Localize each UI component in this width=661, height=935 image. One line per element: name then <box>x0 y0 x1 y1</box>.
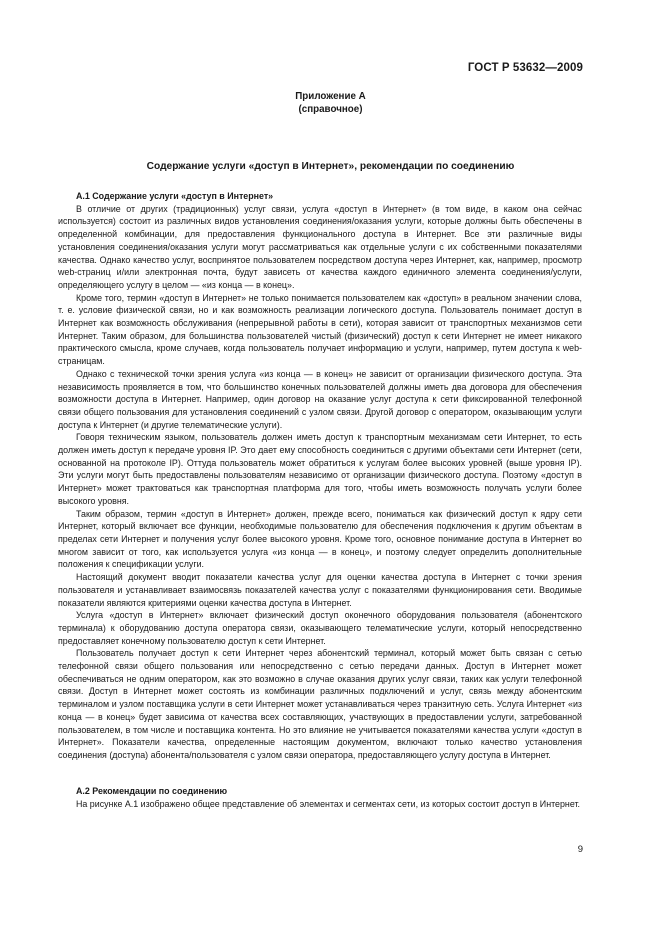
paragraph: На рисунке А.1 изображено общее представление об элементах и сегментах сети, из которых состоит доступ в Интернет. <box>76 798 581 809</box>
paragraph: Говоря техническим языком, пользователь должен иметь доступ к транспортным механизмам сети Интернет, то есть должен иметь доступ к передаче уровня IP. Это дает ему способность соединиться с другими объектами сети Интернет (сети, основанной на протоколе IP). Оттуда пользователь может обратиться к услугам более высоких уровней (выше уровня IP). Эти услуги могут быть предоставлены пользователям независимо от организации физического доступа. Поэтому «доступ в Интернет» может трактоваться как транспортная платформа для того, чтобы иметь возможность получать услуги более высокого уровня. <box>58 432 582 506</box>
section-a2 <box>58 785 582 810</box>
paragraph: Однако с технической точки зрения услуга «из конца — в конец» не зависит от организации физического доступа. Эта независимость проявляется в том, что большинство конечных пользователей должны иметь два договора для обеспечения возможности доступа в Интернет. Например, один договор на оказание услуг доступа к сети фиксированной телефонной связи общего пользования для установления соединений с узлом связи. Другой договор с оператором, оказывающим услуги доступа к Интернет (и другие телематические услуги). <box>58 368 582 430</box>
paragraph: Настоящий документ вводит показатели качества услуг для оценки качества доступа в Интернет с точки зрения пользователя и устанавливает взаимосвязь показателей качества услуг с показателями функционирования сети. Вводимые показатели являются критериями оценки качества доступа в Интернет. <box>58 572 582 608</box>
section-a1-heading: А.1 Содержание услуги «доступ в Интернет» <box>76 191 274 201</box>
paragraph: Таким образом, термин «доступ в Интернет» должен, прежде всего, пониматься как физический доступ к ядру сети Интернет, который включает все функции, необходимые пользователю для обеспечения подключения к другим объектам в пределах сети Интернет и получения услуг более высокого уровня. Кроме того, основное понимание доступа в Интернет во многом зависит от того, как используется услуга «из конца — в конец», и поэтому следует определить дополнительные положения к спецификации услуги. <box>58 508 582 570</box>
main-title: Содержание услуги «доступ в Интернет», рекомендации по соединению <box>146 161 515 172</box>
paragraph: Кроме того, термин «доступ в Интернет» не только понимается пользователем как «доступ» в реальном значении слова, т. е. условие физической связи, но и как возможность реализации логического доступа. Пользователь понимает доступ в Интернет как возможность обслуживания (непрерывной работы в сети), которая зависит от транспортных механизмов сети Интернет. Таким образом, для большинства пользователей чистый (физический) доступ к сети Интернет не имеет никакого практического смысла, кроме случаев, когда пользователь получает информацию и услуги, например, путем доступа к web-страницам. <box>58 292 582 367</box>
document-code: ГОСТ Р 53632—2009 <box>467 62 583 74</box>
section-a1 <box>58 190 582 762</box>
appendix-title: Приложение А <box>295 91 366 102</box>
paragraph: Услуга «доступ в Интернет» включает физический доступ оконечного оборудования пользователя (абонентского терминала) к оборудованию доступа оператора связи, оказывающего телематические услуги, который непосредственно предоставляет конечному пользователю доступ к сети Интернет. <box>58 610 582 646</box>
appendix-subtitle: (справочное) <box>298 104 363 115</box>
paragraph: Пользователь получает доступ к сети Интернет через абонентский терминал, который может быть связан с сетью телефонной связи общего пользования или непосредственно с сетью передачи данных. Доступ в Интернет может обеспечиваться не одним оператором, как это возможно в случае оказания других услуг связи, таких как услуги телефонной связи. Доступ в Интернет может состоять из комбинации различных подключений и услуг, связь между абонентским терминалом и узлом поставщика услуги в сети Интернет может устанавливаться через транзитную сеть. Услуга Интернет «из конца — в конец» будет зависима от качества всех составляющих, участвующих в предоставлении услуги, затребованной пользователем, в том числе и поставщика контента. Но это влияние не учитывается показателями качества услуги «доступ в Интернет». Показатели качества, определенные настоящим документом, включают только качество установления соединения (доступа) абонента/пользователя с узлом связи оператора, предоставляющего услугу доступа в Интернет. <box>58 648 582 760</box>
section-a2-heading: А.2 Рекомендации по соединению <box>76 786 228 796</box>
page-number: 9 <box>577 844 583 855</box>
paragraph: В отличие от других (традиционных) услуг связи, услуга «доступ в Интернет» (в том виде, в каком она сейчас используется) состоит из различных видов установления соединения/оказания услуги, которые должны быть обеспечены в определенной комбинации, для предоставления функционального доступа в Интернет. Все эти различные виды установления соединения/оказания услуги могут рассматриваться как отдельные услуги с их собственными показателями качества. Однако качество услуг, воспринятое пользователем посредством доступа через Интернет, как, например, просмотр web-страниц и/или электронная почта, будут зависеть от качества каждого единичного элемента соединения/услуги, определяющего услугу в целом — «из конца — в конец». <box>58 203 582 290</box>
